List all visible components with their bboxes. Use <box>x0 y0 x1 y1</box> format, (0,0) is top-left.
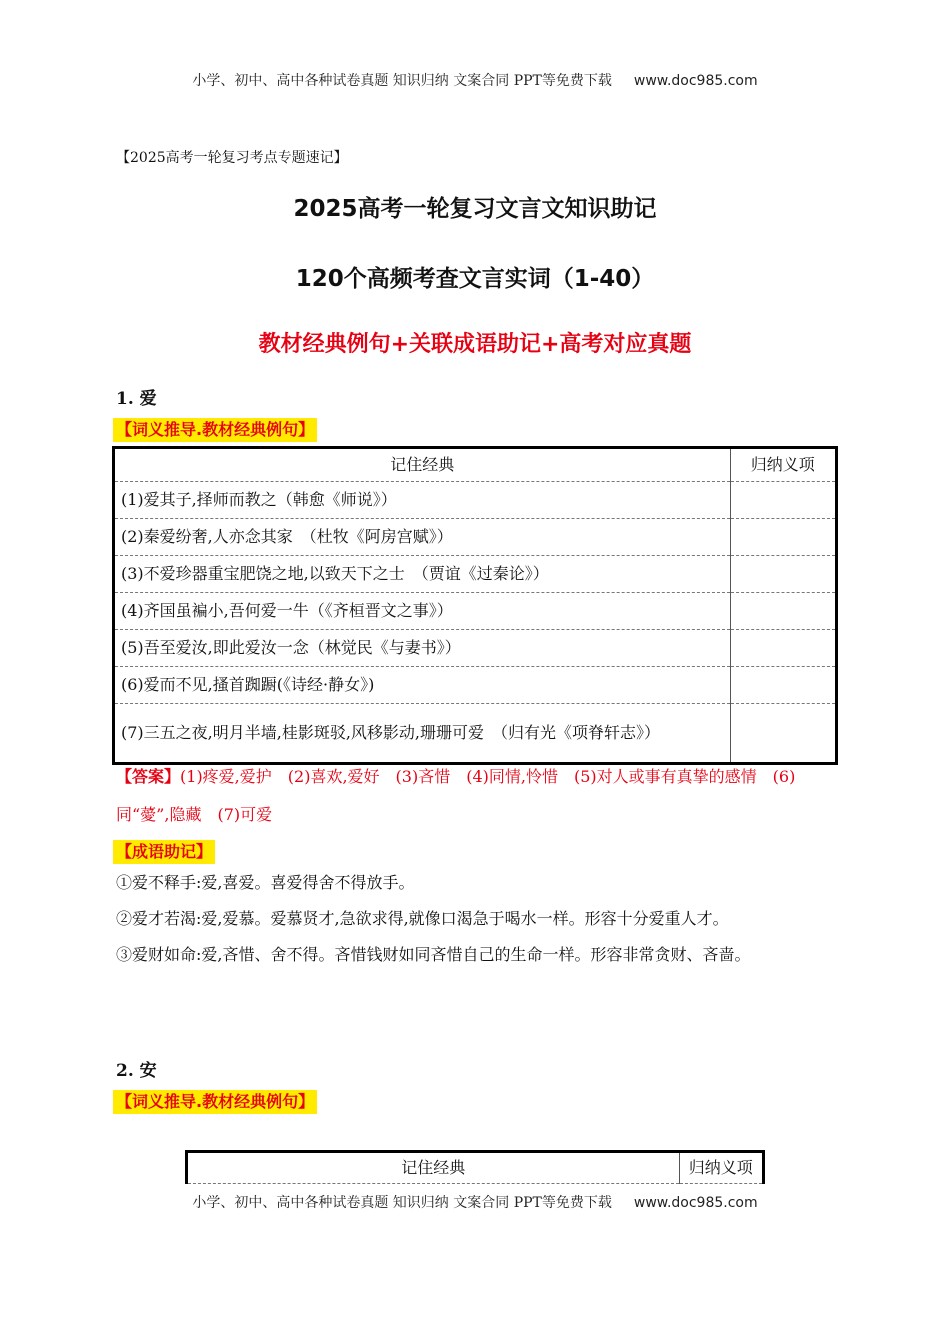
answer-item: (2)喜欢,爱好 <box>287 767 380 786</box>
meaning-cell <box>730 593 836 630</box>
examples-table-2 <box>185 1150 765 1184</box>
red-title: 教材经典例句+关联成语助记+高考对应真题 <box>258 332 692 357</box>
examples-table-1 <box>112 446 838 765</box>
col-head-meaning: 归纳义项 <box>679 1152 763 1184</box>
meaning-cell <box>730 667 836 704</box>
meaning-cell <box>730 630 836 667</box>
sub-title: 120个高频考查文言实词（1-40） <box>295 266 655 292</box>
idiom-item: ③爱财如命:爱,吝惜、舍不得。吝惜钱财如同吝惜自己的生命一样。形容非常贪财、吝啬。 <box>116 945 751 964</box>
topic-tag: 【2025高考一轮复习考点专题速记】 <box>116 150 348 166</box>
example-sentence: (6)爱而不见,搔首踟蹰(《诗经·静女》) <box>114 667 731 704</box>
answer-item: (3)吝惜 <box>395 767 451 786</box>
table-row <box>114 482 837 519</box>
example-sentence: (3)不爱珍器重宝肥饶之地,以致天下之士 （贾谊《过秦论》） <box>114 556 731 593</box>
table-header-row <box>114 448 837 482</box>
word-heading-1: 1. 爱 <box>116 389 157 409</box>
header-site[interactable]: www.doc985.com <box>633 73 758 89</box>
page-header <box>0 70 950 90</box>
answer-item: (1)疼爱,爱护 <box>180 767 272 786</box>
table-row <box>114 704 837 764</box>
example-sentence: (1)爱其子,择师而教之（韩愈《师说》） <box>114 482 731 519</box>
footer-text: 小学、初中、高中各种试卷真题 知识归纳 文案合同 PPT等免费下载 <box>192 1195 612 1211</box>
table-row <box>114 667 837 704</box>
col-head-meaning: 归纳义项 <box>730 448 836 482</box>
header-text: 小学、初中、高中各种试卷真题 知识归纳 文案合同 PPT等免费下载 <box>192 73 612 89</box>
examples-tag-1: 【词义推导.教材经典例句】 <box>113 418 317 442</box>
example-sentence: (4)齐国虽褊小,吾何爱一牛（《齐桓晋文之事》） <box>114 593 731 630</box>
meaning-cell <box>730 482 836 519</box>
table-row <box>114 519 837 556</box>
idiom-list-1 <box>116 865 838 973</box>
example-sentence: (7)三五之夜,明月半墙,桂影斑驳,风移影动,珊珊可爱 （归有光《项脊轩志》） <box>121 723 661 742</box>
table-row <box>114 593 837 630</box>
answer-label: 【答案】 <box>116 767 181 786</box>
word-heading-2: 2. 安 <box>116 1061 157 1081</box>
example-sentence: (5)吾至爱汝,即此爱汝一念（林觉民《与妻书》） <box>114 630 731 667</box>
main-title: 2025高考一轮复习文言文知识助记 <box>293 196 657 222</box>
table-row <box>114 556 837 593</box>
answer-item: (4)同情,怜惜 <box>466 767 558 786</box>
meaning-cell <box>730 556 836 593</box>
col-head-classic: 记住经典 <box>114 448 731 482</box>
table-header-row <box>187 1152 764 1184</box>
answer-block-1 <box>116 758 836 834</box>
examples-tag-2: 【词义推导.教材经典例句】 <box>113 1090 317 1114</box>
col-head-classic: 记住经典 <box>187 1152 680 1184</box>
page-footer <box>0 1192 950 1212</box>
footer-site[interactable]: www.doc985.com <box>633 1195 758 1211</box>
idioms-tag-1: 【成语助记】 <box>113 840 215 864</box>
idiom-item: ②爱才若渴:爱,爱慕。爱慕贤才,急欲求得,就像口渴急于喝水一样。形容十分爱重人才。 <box>116 909 729 928</box>
idiom-item: ①爱不释手:爱,喜爱。喜爱得舍不得放手。 <box>116 873 415 892</box>
meaning-cell <box>730 704 836 764</box>
example-sentence: (2)秦爱纷奢,人亦念其家 （杜牧《阿房宫赋》） <box>114 519 731 556</box>
meaning-cell <box>730 519 836 556</box>
answer-item: (5)对人或事有真挚的感情 <box>573 767 757 786</box>
answer-item: (6)同“薆”,隐藏 <box>116 767 796 824</box>
answer-item: (7)可爱 <box>217 805 273 824</box>
table-row <box>114 630 837 667</box>
